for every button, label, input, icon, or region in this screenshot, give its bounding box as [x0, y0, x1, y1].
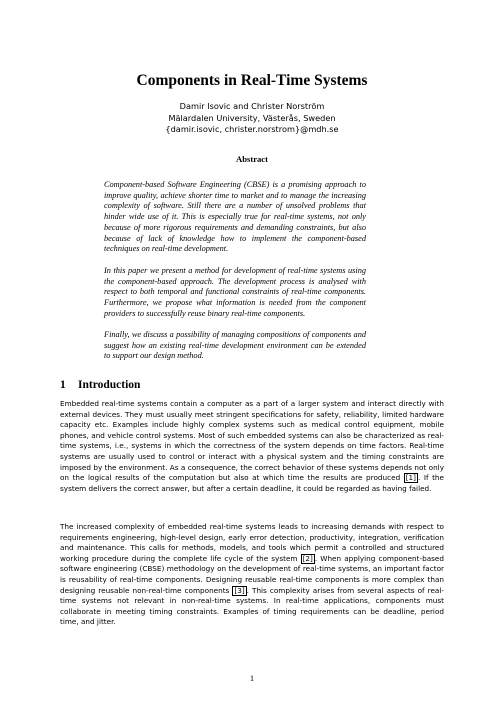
author-names: Damir Isovic and Christer Norström — [179, 101, 325, 111]
paragraph-text: Embedded real-time systems contain a computer as a part of a larger system and interact directly with external devices. They must usually meet stringent specifications for safety, reliability, limited hardware capacity etc. Examples include highly complex systems such as medical control equipment, mobile phones, and vehicle control systems. Most of such embedded systems can also be characterized as real-time systems, i.e., systems in which the correctness of the system depends on time factors. Real-time systems are usually used to control or interact with a physical system and the timing constraints are imposed by the environment. As a consequence, the correct behavior of these systems depends not only on the logical results of the computation but also at which time the results are produced — [60, 399, 444, 483]
citation-link[interactable]: [1] — [405, 473, 416, 483]
abstract-paragraph: Component-based Software Engineering (CBSE) is a promising approach to improve quality, achieve shorter time to market and to manage the increasing complexity of software. Still there are a number of unsolved problems that hinder wide use of it. This is especially true for real-time systems, not only because of more rigorous requirements and demanding constraints, but also because of lack of knowledge how to implement the component-based techniques on real-time development. — [104, 180, 366, 254]
page-number: 1 — [249, 673, 255, 683]
section-title: Introduction — [78, 379, 141, 391]
author-affiliation: Mälardalen University, Västerås, Sweden — [168, 112, 336, 123]
section-number: 1 — [60, 379, 66, 391]
author-email: {damir.isovic, christer.norstrom}@mdh.se — [165, 124, 339, 134]
paragraph-text: . When applying component-based software engineering (CBSE) methodology on the development of real-time systems, an important factor is reusability of real-time components. Designing reusable real-time components is more complex than designing reusable non-real-time components — [60, 553, 444, 595]
paragraph-text: . If the system delivers the correct answer, but after a certain deadline, it could be regarded as having failed. — [60, 473, 444, 493]
citation-link[interactable]: [2] — [302, 553, 313, 563]
paper-title: Components in Real-Time Systems — [136, 72, 368, 89]
body-paragraph — [60, 522, 444, 628]
author-block — [0, 101, 504, 136]
paragraph-text: . This complexity arises from several aspects of real-time systems not relevant in non-real-time systems. In real-time applications, components must collaborate in meeting timing constraints. Examples of timing requirements can be deadline, period time, and jitter. — [60, 585, 444, 627]
citation-link[interactable]: [3] — [234, 585, 245, 595]
abstract-paragraph: In this paper we present a method for development of real-time systems using the component-based approach. The development process is analysed with respect to both temporal and functional constraints of real-time components. Furthermore, we propose what information is needed from the component providers to successfully reuse binary real-time components. — [104, 266, 366, 318]
abstract-heading: Abstract — [236, 154, 268, 164]
paragraph-text: The increased complexity of embedded real-time systems leads to increasing demands with respect to requirements engineering, high-level design, early error detection, productivity, integration, verification and maintenance. This calls for methods, models, and tools which permit a controlled and structured working procedure during the complete life cycle of the system — [60, 522, 444, 563]
section-heading — [60, 379, 140, 391]
abstract-paragraph: Finally, we discuss a possibility of managing compositions of components and suggest how an existing real-time development environment can be extended to support our design method. — [104, 330, 366, 361]
body-paragraph — [60, 399, 444, 494]
